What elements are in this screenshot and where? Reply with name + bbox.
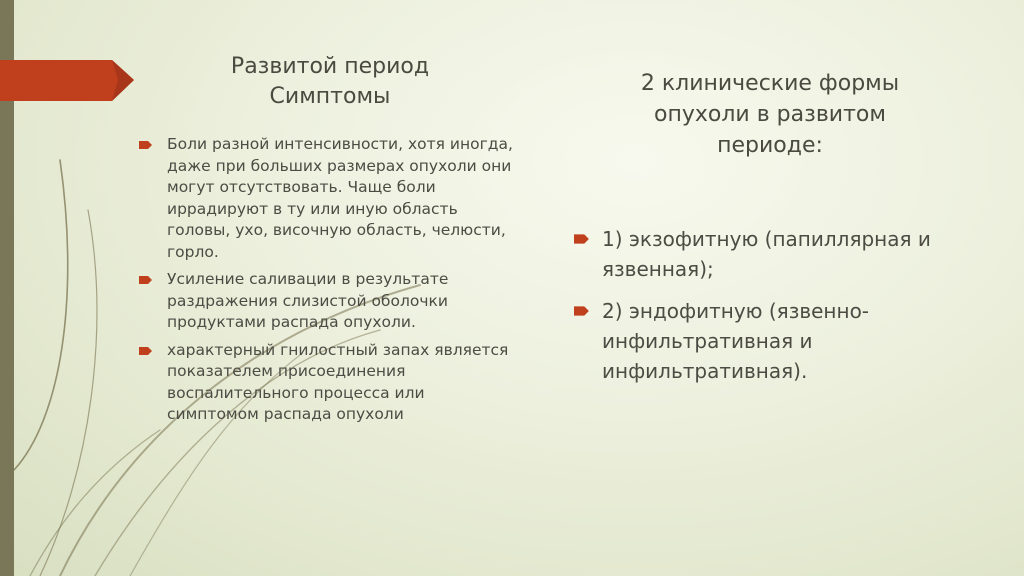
left-title-line2: Симптомы (269, 84, 391, 109)
list-item (139, 340, 519, 426)
left-title-line1: Развитой период (230, 54, 430, 79)
clinical-forms-list (574, 224, 954, 398)
list-item-text: Усиление саливации в результате раздражения слизистой оболочки продуктами распада опухоли. (167, 270, 449, 331)
right-section-title (600, 68, 940, 161)
arrow-bullet-icon (139, 140, 153, 150)
arrow-bullet-icon (574, 305, 590, 317)
list-item-text: 1) экзофитную (папиллярная и язвенная); (602, 227, 931, 281)
symptoms-list (139, 134, 519, 432)
arrow-bullet-icon (139, 346, 153, 356)
list-item (574, 224, 954, 284)
list-item-text: Боли разной интенсивности, хотя иногда, даже при больших размерах опухоли они могут отсутствовать. Чаще боли иррадируют в ту или иную область головы, ухо, височную область, челюсти, горло. (167, 135, 513, 261)
right-title-line3: периоде: (717, 133, 823, 158)
list-item (574, 296, 954, 386)
right-title-line1: 2 клинические формы (640, 71, 900, 96)
right-title-line2: опухоли в развитом (654, 102, 886, 127)
arrow-bullet-icon (574, 233, 590, 245)
list-item (139, 134, 519, 263)
left-section-title (180, 52, 480, 112)
list-item-text: 2) эндофитную (язвенно-инфильтративная и инфильтративная). (602, 299, 870, 383)
list-item-text: характерный гнилостный запах является показателем присоединения воспалительного процесса или симптомом распада опухоли (167, 340, 509, 423)
list-item (139, 269, 519, 334)
arrow-bullet-icon (139, 275, 153, 285)
